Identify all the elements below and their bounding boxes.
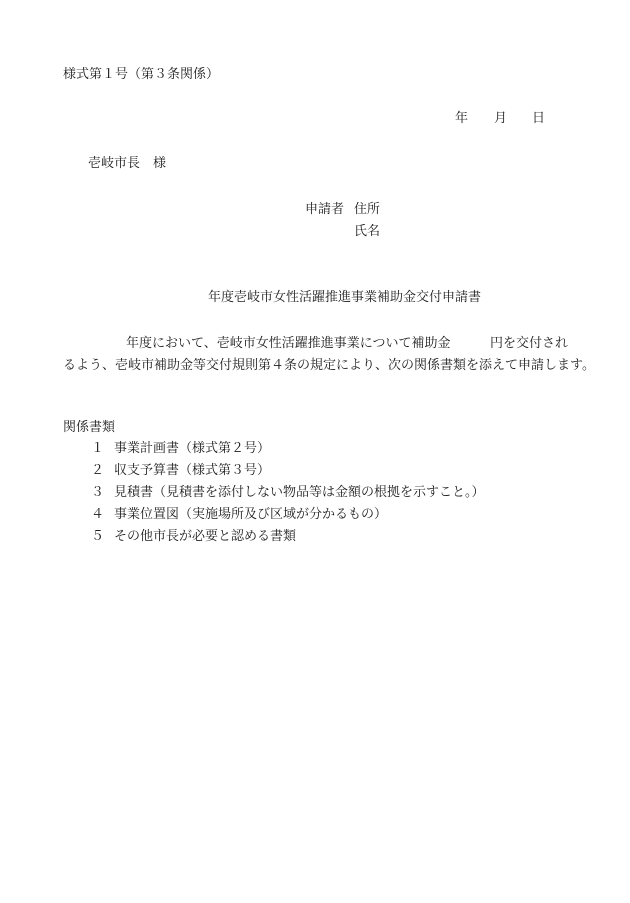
item-text: 事業計画書（様式第２号） <box>114 441 271 456</box>
item-text: 収支予算書（様式第３号） <box>114 463 271 478</box>
item-number: ２ <box>91 463 105 478</box>
body-line-1-part-2: 円を交付され <box>490 336 569 351</box>
item-number: ４ <box>91 507 105 522</box>
body-line-2 <box>63 355 595 377</box>
item-number: １ <box>91 441 105 456</box>
item-text: その他市長が必要と認める書類 <box>114 529 297 544</box>
item-number: ３ <box>91 485 105 500</box>
date-month-label: 月 <box>494 111 508 126</box>
item-number: ５ <box>91 529 105 544</box>
body-line-1-part-1: 年度において、壱岐市女性活躍推進事業について補助金 <box>126 336 451 351</box>
body-line-2-text: るよう、壱岐市補助金等交付規則第４条の規定により、次の関係書類を添えて申請します。 <box>63 358 595 373</box>
document-title: 年度壱岐市女性活躍推進事業補助金交付申請書 <box>208 290 482 305</box>
item-text: 事業位置図（実施場所及び区域が分かるもの） <box>114 507 388 522</box>
body-line-1 <box>63 333 573 355</box>
related-documents-heading: 関係書類 <box>63 420 116 435</box>
address-label: 住所 <box>354 202 381 217</box>
name-label: 氏名 <box>354 224 381 239</box>
addressee: 壱岐市長 様 <box>88 156 167 171</box>
date-day-label: 日 <box>532 111 546 126</box>
body-paragraph <box>63 333 595 377</box>
date-year-label: 年 <box>455 111 469 126</box>
applicant-label: 申請者 <box>305 202 345 217</box>
form-number: 様式第１号（第３条関係） <box>63 67 220 82</box>
item-text: 見積書（見積書を添付しない物品等は金額の根拠を示すこと。） <box>114 485 485 500</box>
